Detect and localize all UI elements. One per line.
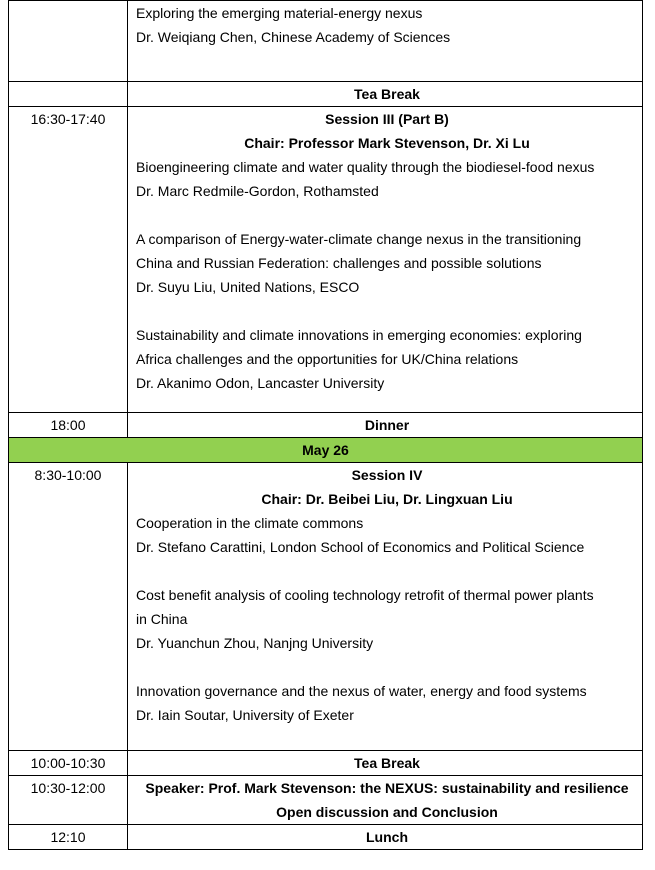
table-row <box>9 1 643 82</box>
talk-title: Innovation governance and the nexus of water, energy and food systems <box>136 683 587 699</box>
table-row <box>9 82 643 107</box>
break-label: Tea Break <box>128 751 643 776</box>
talk-title: Cost benefit analysis of cooling technology retrofit of thermal power plants <box>136 587 594 603</box>
talk-title: Cooperation in the climate commons <box>136 515 364 531</box>
table-row <box>9 463 643 751</box>
talk-speaker: Dr. Stefano Carattini, London School of Economics and Political Science <box>136 539 585 555</box>
table-row <box>9 107 643 413</box>
time-cell: 12:10 <box>9 825 128 850</box>
talk-speaker: Dr. Marc Redmile-Gordon, Rothamsted <box>136 183 379 199</box>
day-header-row <box>9 438 643 463</box>
session-chair: Chair: Dr. Beibei Liu, Dr. Lingxuan Liu <box>261 491 513 507</box>
time-cell: 10:30-12:00 <box>9 776 128 825</box>
table-row <box>9 751 643 776</box>
talk-title: Sustainability and climate innovations in emerging economies: exploring <box>136 327 582 343</box>
talk-title-cont: China and Russian Federation: challenges and possible solutions <box>136 255 542 271</box>
talk-title: A comparison of Energy-water-climate change nexus in the transitioning <box>136 231 582 247</box>
session-cell <box>128 107 643 413</box>
session-chair: Chair: Professor Mark Stevenson, Dr. Xi Lu <box>244 135 530 151</box>
keynote-line: Speaker: Prof. Mark Stevenson: the NEXUS: sustainability and resilience <box>145 780 629 796</box>
talk-title-cont: Africa challenges and the opportunities for UK/China relations <box>136 351 519 367</box>
break-label: Tea Break <box>128 82 643 107</box>
talk-speaker: Dr. Suyu Liu, United Nations, ESCO <box>136 279 360 295</box>
time-cell: 10:00-10:30 <box>9 751 128 776</box>
talk-speaker: Dr. Yuanchun Zhou, Nanjng University <box>136 635 374 651</box>
time-cell <box>9 1 128 82</box>
time-cell: 8:30-10:00 <box>9 463 128 751</box>
table-row <box>9 825 643 850</box>
time-cell: 16:30-17:40 <box>9 107 128 413</box>
session-title: Session IV <box>351 467 423 483</box>
talk-title-cont: in China <box>136 611 188 627</box>
session-title: Session III (Part B) <box>325 111 449 127</box>
agenda-table <box>8 0 643 850</box>
session-cell <box>128 463 643 751</box>
meal-label: Lunch <box>128 825 643 850</box>
table-row <box>9 776 643 825</box>
content-cell <box>128 776 643 825</box>
talk-title: Exploring the emerging material-energy nexus <box>136 5 423 21</box>
table-row <box>9 413 643 438</box>
talk-speaker: Dr. Iain Soutar, University of Exeter <box>136 707 354 723</box>
talk-title: Bioengineering climate and water quality through the biodiesel-food nexus <box>136 159 595 175</box>
day-label: May 26 <box>9 438 643 463</box>
talk-speaker: Dr. Akanimo Odon, Lancaster University <box>136 375 385 391</box>
content-cell <box>128 1 643 82</box>
talk-speaker: Dr. Weiqiang Chen, Chinese Academy of Sciences <box>136 29 451 45</box>
time-cell <box>9 82 128 107</box>
conclusion-line: Open discussion and Conclusion <box>276 804 498 820</box>
time-cell: 18:00 <box>9 413 128 438</box>
meal-label: Dinner <box>128 413 643 438</box>
